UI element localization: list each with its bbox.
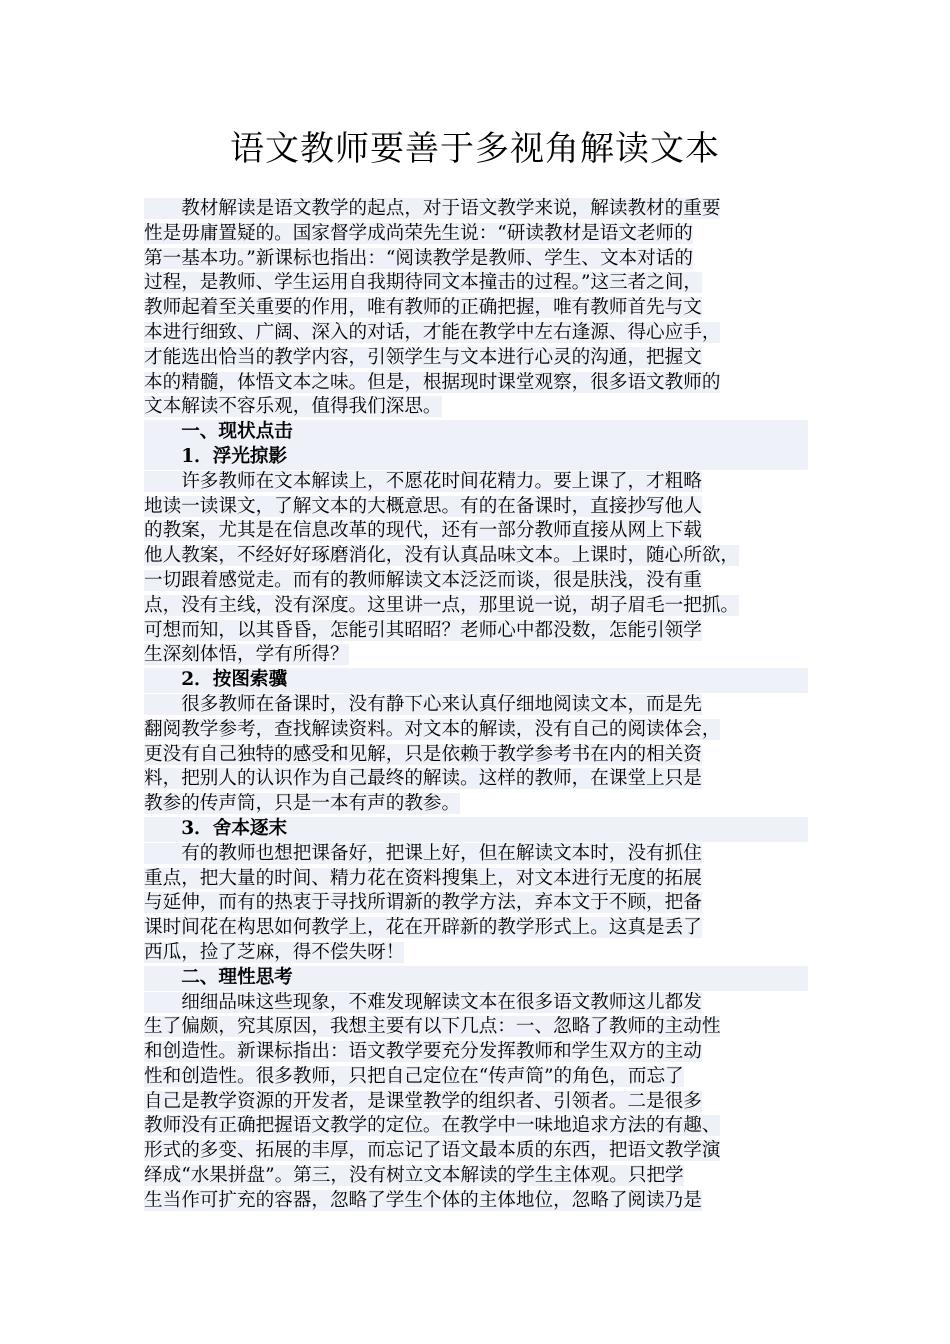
paragraph-line bbox=[144, 296, 808, 321]
line-text: 性是毋庸置疑的。国家督学成尚荣先生说：“研读教材是语文老师的 bbox=[144, 222, 693, 244]
paragraph-line bbox=[144, 1040, 808, 1065]
line-text: 一、现状点击 bbox=[144, 421, 293, 443]
line-text: 教参的传声筒，只是一本有声的教参。 bbox=[144, 793, 461, 815]
section-heading bbox=[144, 966, 808, 991]
paragraph-line bbox=[144, 321, 808, 346]
paragraph-line bbox=[144, 519, 808, 544]
paragraph-line bbox=[144, 693, 808, 718]
line-text: 一切跟着感觉走。而有的教师解读文本泛泛而谈，很是肤浅，没有重 bbox=[144, 569, 702, 591]
line-text: 本进行细致、广阔、深入的对话，才能在教学中左右逢源、得心应手， bbox=[144, 321, 721, 343]
paragraph-line bbox=[144, 941, 808, 966]
paragraph-line bbox=[144, 643, 808, 668]
paragraph-line bbox=[144, 346, 808, 371]
line-text: 性和创造性。很多教师，只把自己定位在“传声筒”的角色，而忘了 bbox=[144, 1065, 684, 1087]
line-text: 教师没有正确把握语文教学的定位。在教学中一味地追求方法的有趣、 bbox=[144, 1115, 721, 1137]
line-text: 的教案，尤其是在信息改革的现代，还有一部分教师直接从网上下载 bbox=[144, 520, 702, 542]
line-text: 翻阅教学参考，查找解读资料。对文本的解读，没有自己的阅读体会， bbox=[144, 718, 721, 740]
paragraph-line bbox=[144, 916, 808, 941]
line-text: 有的教师也想把课备好，把课上好，但在解读文本时，没有抓住 bbox=[144, 842, 702, 864]
line-text: 二、理性思考 bbox=[144, 966, 293, 988]
line-text: 许多教师在文本解读上，不愿花时间花精力。要上课了，才粗略 bbox=[144, 470, 702, 492]
paragraph-line bbox=[144, 271, 808, 296]
line-text: 2．按图索骥 bbox=[144, 669, 288, 691]
line-text: 更没有自己独特的感受和见解，只是依赖于教学参考书在内的相关资 bbox=[144, 743, 702, 765]
line-text: 3．舍本逐末 bbox=[144, 817, 288, 839]
paragraph-line bbox=[144, 991, 808, 1016]
line-text: 才能选出恰当的教学内容，引领学生与文本进行心灵的沟通，把握文 bbox=[144, 346, 702, 368]
paragraph-line bbox=[144, 197, 808, 222]
line-text: 生深刻体悟，学有所得？ bbox=[144, 644, 349, 666]
paragraph-line bbox=[144, 867, 808, 892]
document-title: 语文教师要善于多视角解读文本 bbox=[230, 129, 720, 169]
paragraph-line bbox=[144, 594, 808, 619]
paragraph-line bbox=[144, 1090, 808, 1115]
paragraph-line bbox=[144, 718, 808, 743]
line-text: 重点，把大量的时间、精力花在资料搜集上，对文本进行无度的拓展 bbox=[144, 867, 702, 889]
paragraph-line bbox=[144, 1114, 808, 1139]
line-text: 过程，是教师、学生运用自我期待同文本撞击的过程。”这三者之间， bbox=[144, 272, 703, 294]
paragraph-line bbox=[144, 395, 808, 420]
section-heading bbox=[144, 445, 808, 470]
line-text: 课时间花在构思如何教学上，花在开辟新的教学形式上。这真是丢了 bbox=[144, 917, 702, 939]
paragraph-line bbox=[144, 619, 808, 644]
section-heading bbox=[144, 420, 808, 445]
line-text: 生了偏颇，究其原因，我想主要有以下几点：一、忽略了教师的主动性 bbox=[144, 1016, 721, 1038]
paragraph-line bbox=[144, 792, 808, 817]
paragraph-line bbox=[144, 1139, 808, 1164]
line-text: 他人教案，不经好好琢磨消化，没有认真品味文本。上课时，随心所欲， bbox=[144, 545, 740, 567]
line-text: 西瓜，捡了芝麻，得不偿失呀！ bbox=[144, 941, 405, 963]
paragraph-line bbox=[144, 1164, 808, 1189]
paragraph-line bbox=[144, 569, 808, 594]
line-text: 细细品味这些现象，不难发现解读文本在很多语文教师这儿都发 bbox=[144, 991, 702, 1013]
line-text: 1．浮光掠影 bbox=[144, 445, 288, 467]
line-text: 料，把别人的认识作为自己最终的解读。这样的教师，在课堂上只是 bbox=[144, 768, 702, 790]
line-text: 文本解读不容乐观，值得我们深思。 bbox=[144, 396, 442, 418]
paragraph-line bbox=[144, 743, 808, 768]
paragraph-line bbox=[144, 544, 808, 569]
line-text: 绎成“水果拼盘”。第三，没有树立文本解读的学生主体观。只把学 bbox=[144, 1165, 684, 1187]
line-text: 教材解读是语文教学的起点，对于语文教学来说，解读教材的重要 bbox=[144, 198, 721, 219]
paragraph-line bbox=[144, 371, 808, 396]
paragraph-line bbox=[144, 495, 808, 520]
line-text: 很多教师在备课时，没有静下心来认真仔细地阅读文本，而是先 bbox=[144, 693, 702, 715]
line-text: 自己是教学资源的开发者，是课堂教学的组织者、引领者。二是很多 bbox=[144, 1090, 702, 1112]
line-text: 第一基本功。”新课标也指出：“阅读教学是教师、学生、文本对话的 bbox=[144, 247, 693, 269]
section-heading bbox=[144, 817, 808, 842]
paragraph-line bbox=[144, 1189, 808, 1214]
paragraph-line bbox=[144, 891, 808, 916]
line-text: 生当作可扩充的容器，忽略了学生个体的主体地位，忽略了阅读乃是 bbox=[144, 1189, 702, 1211]
line-text: 可想而知，以其昏昏，怎能引其昭昭？老师心中都没数，怎能引领学 bbox=[144, 619, 702, 641]
paragraph-line bbox=[144, 842, 808, 867]
paragraph-line bbox=[144, 470, 808, 495]
paragraph-line bbox=[144, 222, 808, 247]
line-text: 和创造性。新课标指出：语文教学要充分发挥教师和学生双方的主动 bbox=[144, 1041, 702, 1063]
line-text: 与延伸，而有的热衷于寻找所谓新的教学方法，弃本文于不顾，把备 bbox=[144, 892, 702, 914]
line-text: 点，没有主线，没有深度。这里讲一点，那里说一说，胡子眉毛一把抓。 bbox=[144, 594, 740, 616]
paragraph-line bbox=[144, 1015, 808, 1040]
paragraph-line bbox=[144, 247, 808, 272]
line-text: 本的精髓，体悟文本之味。但是，根据现时课堂观察，很多语文教师的 bbox=[144, 371, 721, 393]
line-text: 形式的多变、拓展的丰厚，而忘记了语文最本质的东西，把语文教学演 bbox=[144, 1140, 721, 1162]
document-body bbox=[144, 197, 808, 1214]
section-heading bbox=[144, 668, 808, 693]
paragraph-line bbox=[144, 1065, 808, 1090]
paragraph-line bbox=[144, 767, 808, 792]
line-text: 教师起着至关重要的作用，唯有教师的正确把握，唯有教师首先与文 bbox=[144, 297, 702, 319]
line-text: 地读一读课文，了解文本的大概意思。有的在备课时，直接抄写他人 bbox=[144, 495, 702, 517]
